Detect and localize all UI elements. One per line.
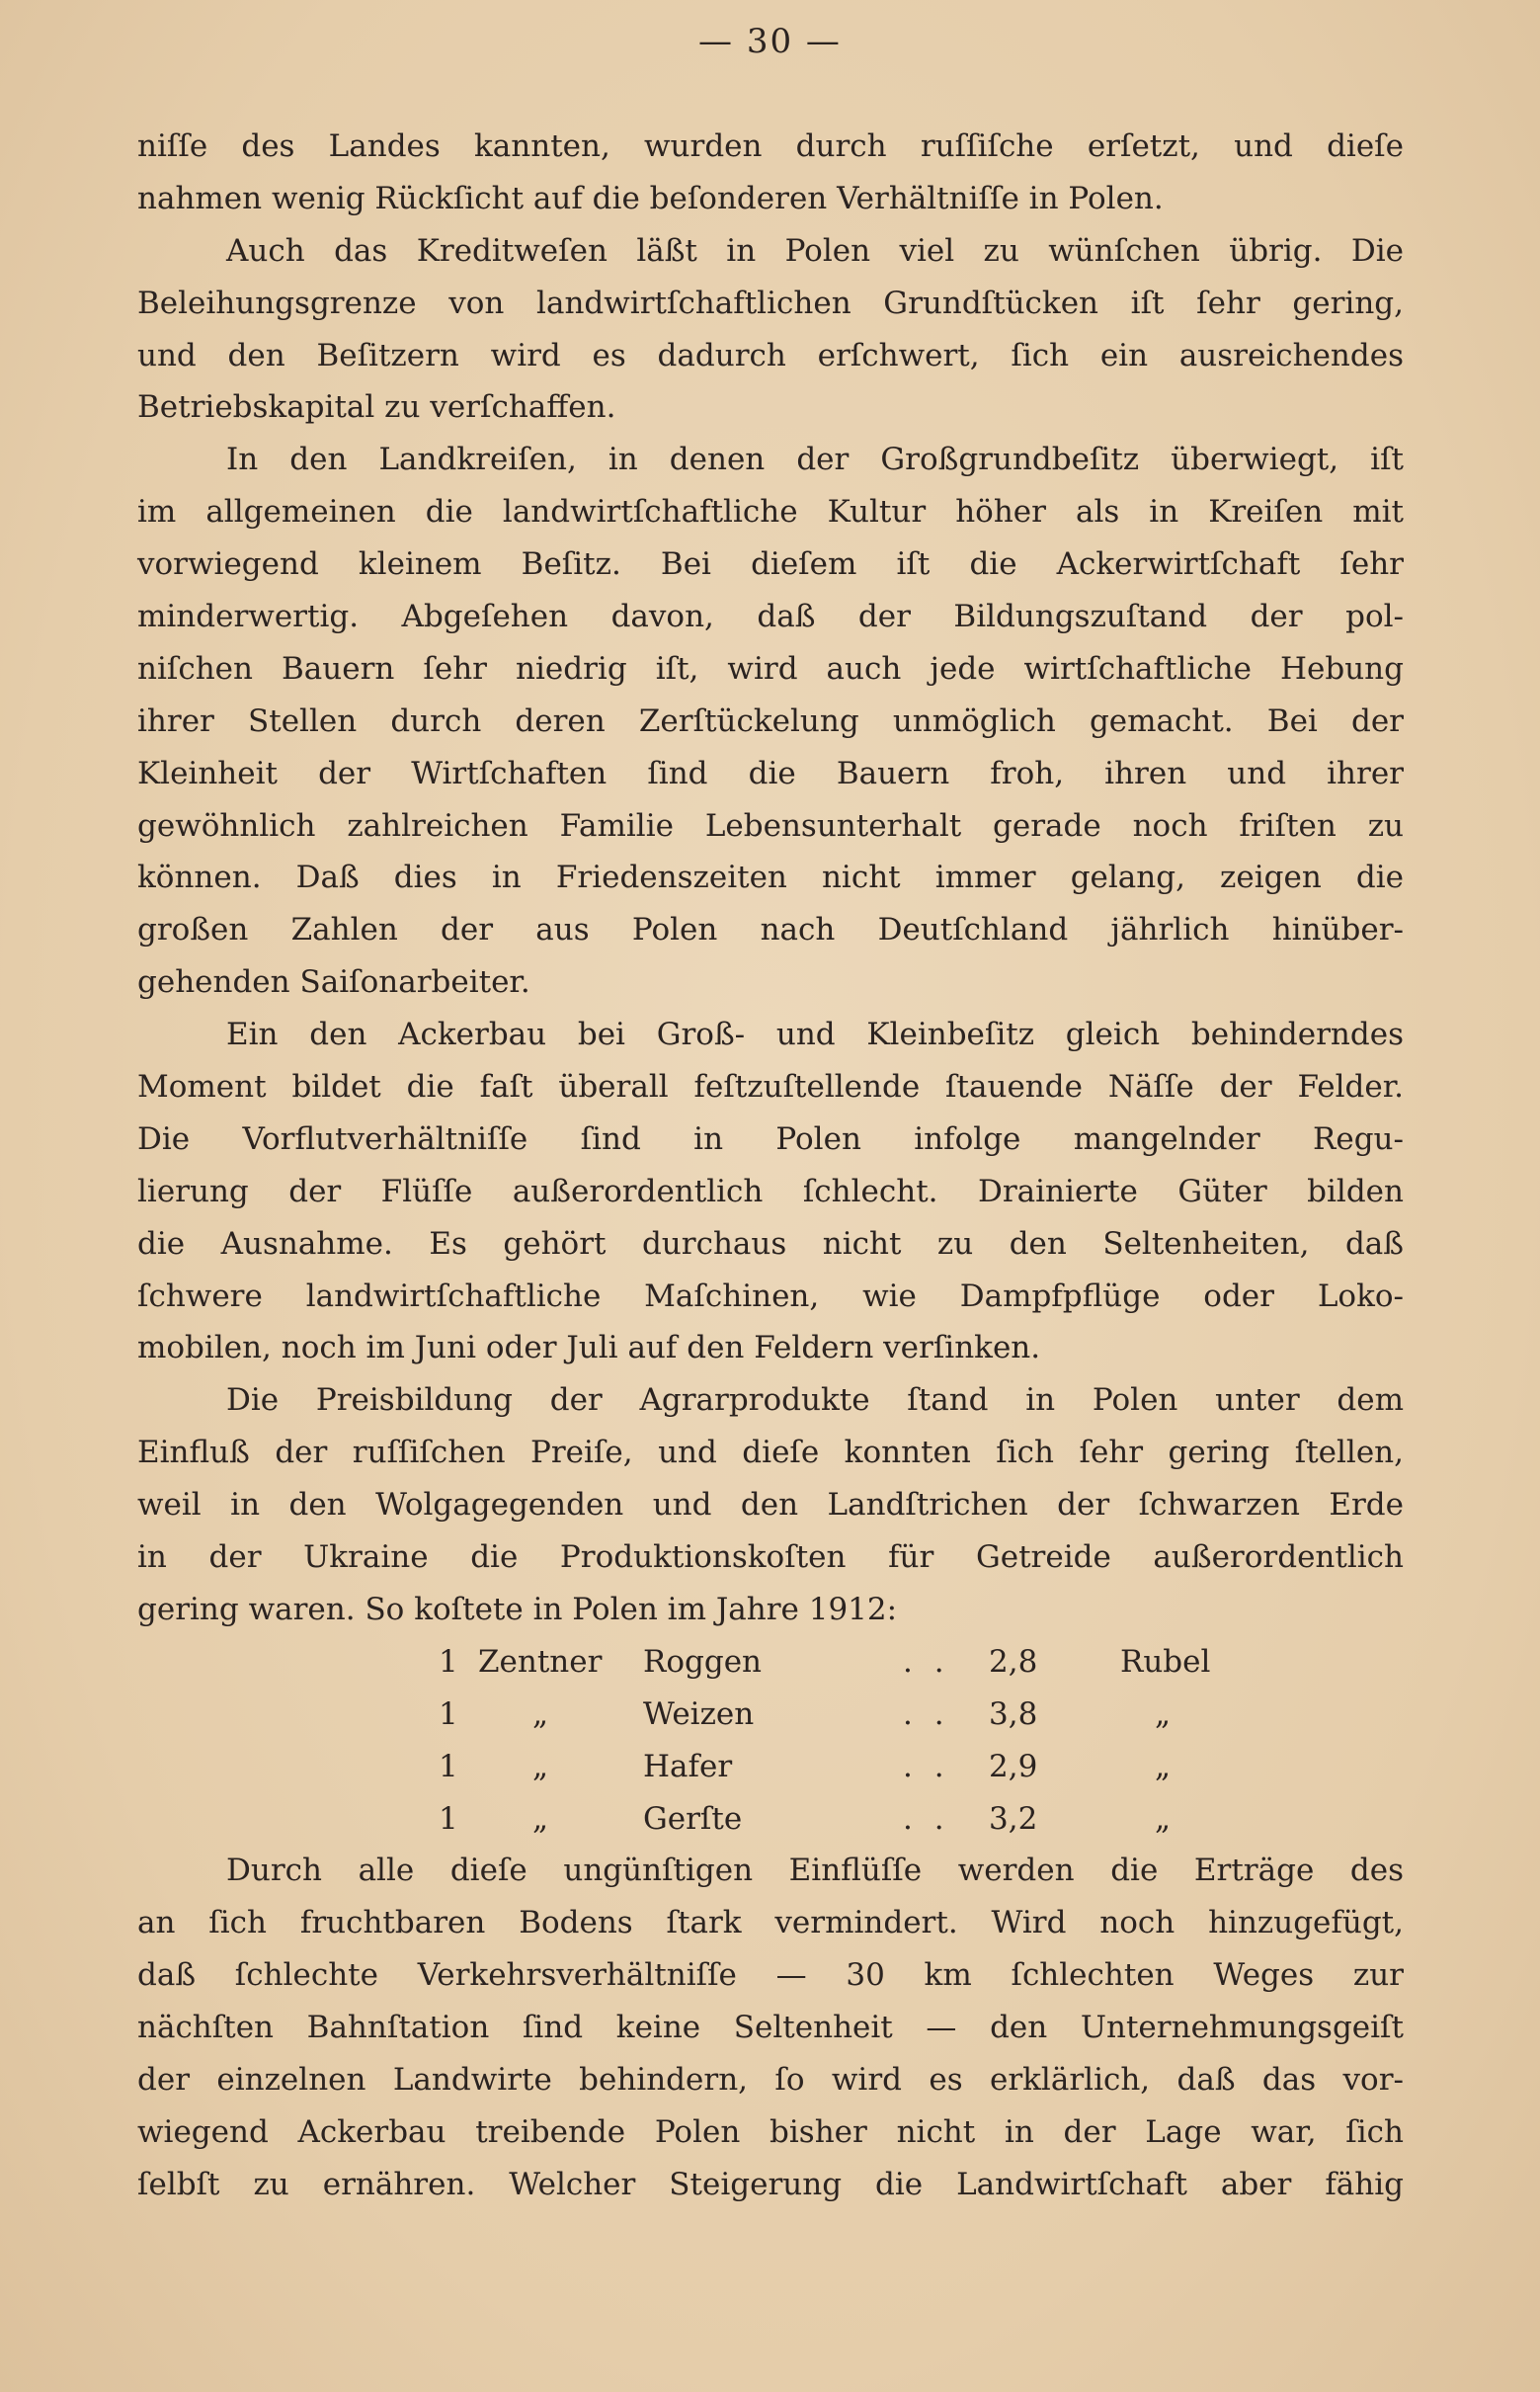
text-line: wiegend Ackerbau treibende Polen bisher nicht in der Lage war, ſich (137, 2113, 1404, 2150)
text-line: nächſten Bahnſtation ſind keine Seltenheit — den Unternehmungsgeiſt (137, 2010, 1404, 2046)
text-line: daß ſchlechte Verkehrsverhältniſſe — 30 km ſchlechten Weges zur (137, 1957, 1404, 1994)
text-line: in der Ukraine die Produktionskoſten für Getreide außerordentlich (137, 1539, 1404, 1576)
paragraph (137, 1845, 1404, 2210)
text-line: Die Vorflutverhältniſſe ſind in Polen infolge mangelnder Regu- (137, 1120, 1404, 1157)
text-line: Die Preisbildung der Agrarprodukte ſtand in Polen unter dem (226, 1382, 1404, 1419)
paragraph (137, 121, 1404, 225)
text-line: und den Beſitzern wird es dadurch erſchwert, ſich ein ausreichendes (137, 337, 1404, 373)
text-line: ſchwere landwirtſchaftliche Maſchinen, wie Dampfpflüge oder Loko- (137, 1278, 1404, 1314)
body-text (137, 121, 1404, 2211)
text-line: ihrer Stellen durch deren Zerſtückelung unmöglich gemacht. Bei der (137, 702, 1404, 739)
text-line: an ſich fruchtbaren Bodens ſtark vermindert. Wird noch hinzugefügt, (137, 1905, 1404, 1941)
price-grain: Roggen (643, 1643, 763, 1680)
text-line: gewöhnlich zahlreichen Familie Lebensunterhalt gerade noch friſten zu (137, 807, 1404, 844)
price-unit: „ (532, 1695, 549, 1732)
text-line: nahmen wenig Rückſicht auf die beſonderen Verhältniſſe in Polen. (137, 180, 1164, 216)
text-line: gehenden Saiſonarbeiter. (137, 964, 530, 1001)
text-line: niſſe des Landes kannten, wurden durch ruſſiſche erſetzt, und dieſe (137, 128, 1404, 164)
text-line: Durch alle dieſe ungünſtigen Einflüſſe werden die Erträge des (226, 1853, 1404, 1889)
text-line: lierung der Flüſſe außerordentlich ſchlecht. Drainierte Güter bilden (137, 1173, 1404, 1209)
price-value: 3,8 (989, 1695, 1038, 1732)
price-count: 1 (439, 1748, 458, 1784)
paragraph (137, 434, 1404, 1009)
text-line: Auch das Kreditweſen läßt in Polen viel zu wünſchen übrig. Die (226, 232, 1404, 269)
paragraph (137, 1009, 1404, 1374)
text-line: vorwiegend kleinem Beſitz. Bei dieſem iſt die Ackerwirtſchaft ſehr (137, 546, 1404, 583)
price-currency: „ (1155, 1800, 1172, 1837)
text-line: gering waren. So koſtete in Polen im Jahre 1912: (137, 1591, 898, 1627)
price-unit: Zentner (478, 1643, 603, 1680)
text-line: mobilen, noch im Juni oder Juli auf den Feldern verſinken. (137, 1330, 1041, 1366)
page-number: — 30 — (698, 22, 842, 61)
text-line: minderwertig. Abgeſehen davon, daß der Bildungszuſtand der pol- (137, 599, 1404, 635)
price-currency: „ (1155, 1748, 1172, 1784)
paragraph (137, 225, 1404, 435)
price-value: 2,8 (989, 1643, 1038, 1680)
text-line: der einzelnen Landwirte behindern, ſo wird es erklärlich, daß das vor- (137, 2061, 1404, 2098)
text-line: In den Landkreiſen, in denen der Großgrundbeſitz überwiegt, iſt (226, 442, 1404, 478)
text-line: Einfluß der ruſſiſchen Preiſe, und dieſe konnten ſich ſehr gering ſtellen, (137, 1435, 1404, 1471)
text-line: Kleinheit der Wirtſchaften ſind die Bauern froh, ihren und ihrer (137, 755, 1404, 791)
price-grain: Gerſte (643, 1800, 743, 1837)
text-line: großen Zahlen der aus Polen nach Deutſchland jährlich hinüber- (137, 912, 1404, 949)
price-dots: . . (903, 1643, 950, 1680)
price-currency: „ (1155, 1695, 1172, 1732)
price-dots: . . (903, 1800, 950, 1837)
price-currency: Rubel (1120, 1643, 1211, 1680)
text-line: die Ausnahme. Es gehört durchaus nicht zu den Seltenheiten, daß (137, 1225, 1404, 1262)
price-row (137, 1636, 1404, 1689)
price-unit: „ (532, 1748, 549, 1784)
text-line: weil in den Wolgagegenden und den Landſtrichen der ſchwarzen Erde (137, 1487, 1404, 1524)
price-count: 1 (439, 1800, 458, 1837)
price-count: 1 (439, 1695, 458, 1732)
text-line: Beleihungsgrenze von landwirtſchaftlichen Grundſtücken iſt ſehr gering, (137, 285, 1404, 321)
text-line: Ein den Ackerbau bei Groß- und Kleinbeſitz gleich behinderndes (226, 1017, 1404, 1053)
price-grain: Hafer (643, 1748, 733, 1784)
text-line: niſchen Bauern ſehr niedrig iſt, wird auch jede wirtſchaftliche Hebung (137, 650, 1404, 687)
price-row (137, 1793, 1404, 1846)
price-row (137, 1741, 1404, 1793)
price-value: 2,9 (989, 1748, 1038, 1784)
text-line: können. Daß dies in Friedenszeiten nicht immer gelang, zeigen die (137, 860, 1404, 896)
price-table (137, 1636, 1404, 1846)
price-dots: . . (903, 1748, 950, 1784)
price-unit: „ (532, 1800, 549, 1837)
text-line: ſelbſt zu ernähren. Welcher Steigerung die Landwirtſchaft aber fähig (137, 2166, 1404, 2202)
price-count: 1 (439, 1643, 458, 1680)
text-line: Moment bildet die faſt überall feſtzuſtellende ſtauende Näſſe der Felder. (137, 1069, 1404, 1106)
text-line: im allgemeinen die landwirtſchaftliche Kultur höher als in Kreiſen mit (137, 494, 1404, 531)
text-line: Betriebskapital zu verſchaffen. (137, 389, 616, 426)
price-row (137, 1689, 1404, 1741)
price-dots: . . (903, 1695, 950, 1732)
paragraph (137, 1374, 1404, 1635)
price-value: 3,2 (989, 1800, 1038, 1837)
price-grain: Weizen (643, 1695, 755, 1732)
